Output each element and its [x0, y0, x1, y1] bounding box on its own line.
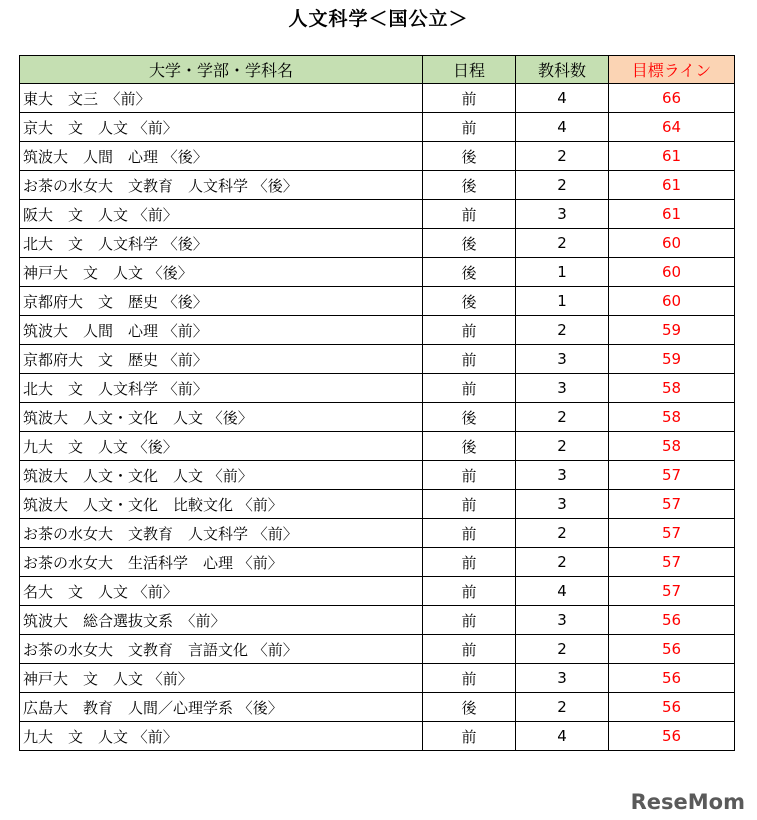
table-row — [20, 374, 735, 403]
cell-schedule: 後 — [423, 258, 516, 287]
cell-subjects: 2 — [516, 519, 609, 548]
cell-name: 京大 文 人文 〈前〉 — [20, 113, 423, 142]
cell-schedule: 後 — [423, 287, 516, 316]
cell-target-line: 56 — [609, 635, 735, 664]
table-row — [20, 548, 735, 577]
table-row — [20, 84, 735, 113]
table-row — [20, 519, 735, 548]
cell-name: 北大 文 人文科学 〈後〉 — [20, 229, 423, 258]
cell-target-line: 61 — [609, 142, 735, 171]
cell-target-line: 61 — [609, 200, 735, 229]
cell-name: 筑波大 人間 心理 〈前〉 — [20, 316, 423, 345]
table-row — [20, 461, 735, 490]
cell-target-line: 56 — [609, 606, 735, 635]
cell-subjects: 1 — [516, 287, 609, 316]
cell-schedule: 後 — [423, 693, 516, 722]
table-row — [20, 142, 735, 171]
table-row — [20, 403, 735, 432]
cell-subjects: 2 — [516, 142, 609, 171]
cell-name: お茶の水女大 生活科学 心理 〈前〉 — [20, 548, 423, 577]
table-row — [20, 171, 735, 200]
cell-subjects: 2 — [516, 403, 609, 432]
cell-name: 神戸大 文 人文 〈後〉 — [20, 258, 423, 287]
cell-schedule: 前 — [423, 374, 516, 403]
cell-target-line: 59 — [609, 316, 735, 345]
cell-name: 筑波大 人文・文化 人文 〈前〉 — [20, 461, 423, 490]
cell-subjects: 3 — [516, 606, 609, 635]
target-line-table — [19, 55, 735, 751]
cell-name: 名大 文 人文 〈前〉 — [20, 577, 423, 606]
cell-schedule: 前 — [423, 461, 516, 490]
table-row — [20, 693, 735, 722]
cell-subjects: 3 — [516, 345, 609, 374]
cell-name: 北大 文 人文科学 〈前〉 — [20, 374, 423, 403]
col-header-name: 大学・学部・学科名 — [20, 56, 423, 84]
cell-target-line: 56 — [609, 664, 735, 693]
cell-schedule: 前 — [423, 490, 516, 519]
cell-target-line: 57 — [609, 548, 735, 577]
cell-schedule: 前 — [423, 548, 516, 577]
cell-target-line: 57 — [609, 490, 735, 519]
cell-name: 筑波大 人文・文化 比較文化 〈前〉 — [20, 490, 423, 519]
cell-name: 広島大 教育 人間／心理学系 〈後〉 — [20, 693, 423, 722]
table-row — [20, 229, 735, 258]
table-row — [20, 635, 735, 664]
cell-name: 東大 文三 〈前〉 — [20, 84, 423, 113]
cell-schedule: 前 — [423, 84, 516, 113]
cell-subjects: 2 — [516, 432, 609, 461]
table-row — [20, 432, 735, 461]
page-title: 人文科学＜国公立＞ — [288, 8, 469, 30]
cell-schedule: 前 — [423, 345, 516, 374]
table-row — [20, 113, 735, 142]
cell-subjects: 2 — [516, 316, 609, 345]
table-row — [20, 345, 735, 374]
cell-schedule: 前 — [423, 200, 516, 229]
table-row — [20, 664, 735, 693]
cell-name: お茶の水女大 文教育 人文科学 〈前〉 — [20, 519, 423, 548]
table-row — [20, 577, 735, 606]
cell-target-line: 59 — [609, 345, 735, 374]
cell-subjects: 2 — [516, 635, 609, 664]
cell-target-line: 56 — [609, 693, 735, 722]
cell-target-line: 58 — [609, 374, 735, 403]
cell-subjects: 3 — [516, 200, 609, 229]
cell-target-line: 57 — [609, 461, 735, 490]
cell-target-line: 58 — [609, 403, 735, 432]
table-row — [20, 258, 735, 287]
cell-schedule: 前 — [423, 635, 516, 664]
table-row — [20, 200, 735, 229]
cell-subjects: 3 — [516, 490, 609, 519]
cell-schedule: 前 — [423, 722, 516, 751]
cell-target-line: 58 — [609, 432, 735, 461]
cell-name: 阪大 文 人文 〈前〉 — [20, 200, 423, 229]
col-header-schedule: 日程 — [423, 56, 516, 84]
table-row — [20, 287, 735, 316]
cell-subjects: 2 — [516, 548, 609, 577]
cell-subjects: 2 — [516, 229, 609, 258]
resemom-logo: ReseMom — [630, 790, 745, 814]
cell-name: 九大 文 人文 〈後〉 — [20, 432, 423, 461]
cell-target-line: 60 — [609, 258, 735, 287]
cell-name: 京都府大 文 歴史 〈前〉 — [20, 345, 423, 374]
cell-schedule: 前 — [423, 606, 516, 635]
cell-subjects: 4 — [516, 722, 609, 751]
cell-schedule: 後 — [423, 171, 516, 200]
table-body — [20, 84, 735, 751]
cell-subjects: 3 — [516, 374, 609, 403]
table-row — [20, 316, 735, 345]
cell-name: 筑波大 総合選抜文系 〈前〉 — [20, 606, 423, 635]
cell-schedule: 後 — [423, 142, 516, 171]
cell-subjects: 4 — [516, 113, 609, 142]
cell-target-line: 66 — [609, 84, 735, 113]
col-header-subjects: 教科数 — [516, 56, 609, 84]
cell-schedule: 後 — [423, 403, 516, 432]
cell-target-line: 60 — [609, 287, 735, 316]
table-header-row — [20, 56, 735, 84]
cell-target-line: 60 — [609, 229, 735, 258]
cell-name: 筑波大 人文・文化 人文 〈後〉 — [20, 403, 423, 432]
cell-subjects: 3 — [516, 664, 609, 693]
cell-subjects: 4 — [516, 577, 609, 606]
col-header-target-line: 目標ライン — [609, 56, 735, 84]
cell-schedule: 前 — [423, 519, 516, 548]
cell-subjects: 3 — [516, 461, 609, 490]
cell-target-line: 57 — [609, 519, 735, 548]
cell-subjects: 2 — [516, 171, 609, 200]
cell-schedule: 前 — [423, 664, 516, 693]
cell-name: お茶の水女大 文教育 言語文化 〈前〉 — [20, 635, 423, 664]
cell-name: 九大 文 人文 〈前〉 — [20, 722, 423, 751]
cell-name: お茶の水女大 文教育 人文科学 〈後〉 — [20, 171, 423, 200]
cell-subjects: 1 — [516, 258, 609, 287]
cell-target-line: 61 — [609, 171, 735, 200]
cell-schedule: 後 — [423, 229, 516, 258]
cell-schedule: 前 — [423, 316, 516, 345]
cell-schedule: 後 — [423, 432, 516, 461]
table-row — [20, 722, 735, 751]
cell-target-line: 57 — [609, 577, 735, 606]
cell-subjects: 2 — [516, 693, 609, 722]
table-row — [20, 606, 735, 635]
cell-schedule: 前 — [423, 577, 516, 606]
cell-subjects: 4 — [516, 84, 609, 113]
cell-target-line: 56 — [609, 722, 735, 751]
cell-schedule: 前 — [423, 113, 516, 142]
cell-name: 筑波大 人間 心理 〈後〉 — [20, 142, 423, 171]
cell-name: 神戸大 文 人文 〈前〉 — [20, 664, 423, 693]
cell-target-line: 64 — [609, 113, 735, 142]
cell-name: 京都府大 文 歴史 〈後〉 — [20, 287, 423, 316]
table-row — [20, 490, 735, 519]
